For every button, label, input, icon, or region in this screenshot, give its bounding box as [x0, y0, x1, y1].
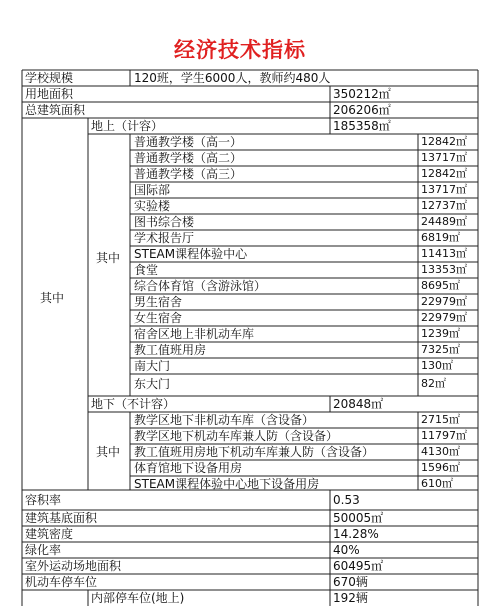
underground-value: 20848㎡: [333, 397, 384, 411]
above-item-area: 82㎡: [421, 377, 446, 390]
above-item-name: 普通教学楼（高三）: [134, 167, 243, 181]
under-item-name: 体育馆地下设备用房: [134, 461, 243, 475]
under-item-name: 教学区地下非机动车库（含设备）: [134, 413, 315, 427]
above-item-name: 女生宿舍: [134, 311, 183, 325]
above-ground-value: 185358㎡: [333, 119, 391, 133]
under-item-name: 教工值班用房地下机动车库兼人防（含设备）: [134, 445, 375, 459]
under-item-area: 610㎡: [421, 477, 453, 490]
under-item-area: 1596㎡: [421, 461, 460, 474]
above-item-area: 13717㎡: [421, 151, 467, 164]
indicator-value: 50005㎡: [333, 511, 384, 525]
above-item-area: 13353㎡: [421, 263, 467, 276]
above-item-area: 130㎡: [421, 359, 453, 372]
indicator-label: 建筑密度: [25, 527, 74, 541]
above-item-name: 食堂: [134, 263, 159, 277]
above-item-name: 普通教学楼（高一）: [134, 135, 243, 149]
indicator-value: 14.28%: [333, 527, 379, 541]
above-ground-label: 地上（计容）: [91, 119, 164, 133]
above-item-area: 7325㎡: [421, 343, 460, 356]
above-item-name: STEAM课程体验中心: [134, 247, 248, 261]
under-item-area: 11797㎡: [421, 429, 467, 442]
parking-inner-value: 192辆: [333, 591, 368, 605]
under-item-name: STEAM课程体验中心地下设备用房: [134, 477, 320, 491]
above-item-area: 1239㎡: [421, 327, 460, 340]
above-item-name: 图书综合楼: [134, 215, 195, 229]
school-size-label: 学校规模: [25, 71, 74, 85]
above-item-name: 南大门: [134, 359, 171, 373]
indicator-label: 机动车停车位: [25, 575, 98, 589]
above-item-area: 12842㎡: [421, 167, 467, 180]
indicator-value: 40%: [333, 543, 360, 557]
indicator-value: 670辆: [333, 575, 368, 589]
underground-sub-label: 其中: [96, 445, 121, 459]
above-item-name: 国际部: [134, 183, 171, 197]
land-area-label: 用地面积: [25, 87, 74, 101]
indicator-label: 容积率: [25, 493, 62, 507]
indicator-value: 60495㎡: [333, 559, 384, 573]
of-which-label: 其中: [40, 291, 65, 305]
above-item-area: 13717㎡: [421, 183, 467, 196]
indicator-label: 绿化率: [25, 543, 62, 557]
underground-label: 地下（不计容）: [91, 397, 176, 411]
above-item-name: 综合体育馆（含游泳馆）: [134, 279, 267, 293]
under-item-name: 教学区地下机动车库兼人防（含设备）: [134, 429, 339, 443]
total-building-area-value: 206206㎡: [333, 103, 391, 117]
above-item-name: 学术报告厅: [134, 231, 195, 245]
under-item-area: 4130㎡: [421, 445, 460, 458]
above-item-name: 教工值班用房: [134, 343, 207, 357]
above-item-area: 22979㎡: [421, 311, 467, 324]
above-item-name: 实验楼: [134, 199, 171, 213]
above-sub-label: 其中: [96, 251, 121, 265]
page-title: 经济技术指标: [174, 38, 306, 62]
parking-inner-label: 内部停车位(地上): [91, 591, 185, 605]
above-item-name: 普通教学楼（高二）: [134, 151, 243, 165]
under-item-area: 2715㎡: [421, 413, 460, 426]
above-item-area: 6819㎡: [421, 231, 460, 244]
above-item-area: 12737㎡: [421, 199, 467, 212]
indicator-label: 建筑基底面积: [25, 511, 98, 525]
above-item-area: 24489㎡: [421, 215, 467, 228]
above-item-area: 12842㎡: [421, 135, 467, 148]
above-item-name: 男生宿舍: [134, 295, 183, 309]
indicator-value: 0.53: [333, 493, 360, 507]
school-size-value: 120班，学生6000人，教师约480人: [134, 71, 331, 85]
total-building-area-label: 总建筑面积: [25, 103, 86, 117]
land-area-value: 350212㎡: [333, 87, 391, 101]
indicator-label: 室外运动场地面积: [25, 559, 122, 573]
above-item-area: 8695㎡: [421, 279, 460, 292]
above-item-name: 东大门: [134, 377, 171, 391]
above-item-area: 11413㎡: [421, 247, 467, 260]
above-item-area: 22979㎡: [421, 295, 467, 308]
above-item-name: 宿舍区地上非机动车库: [134, 327, 255, 341]
